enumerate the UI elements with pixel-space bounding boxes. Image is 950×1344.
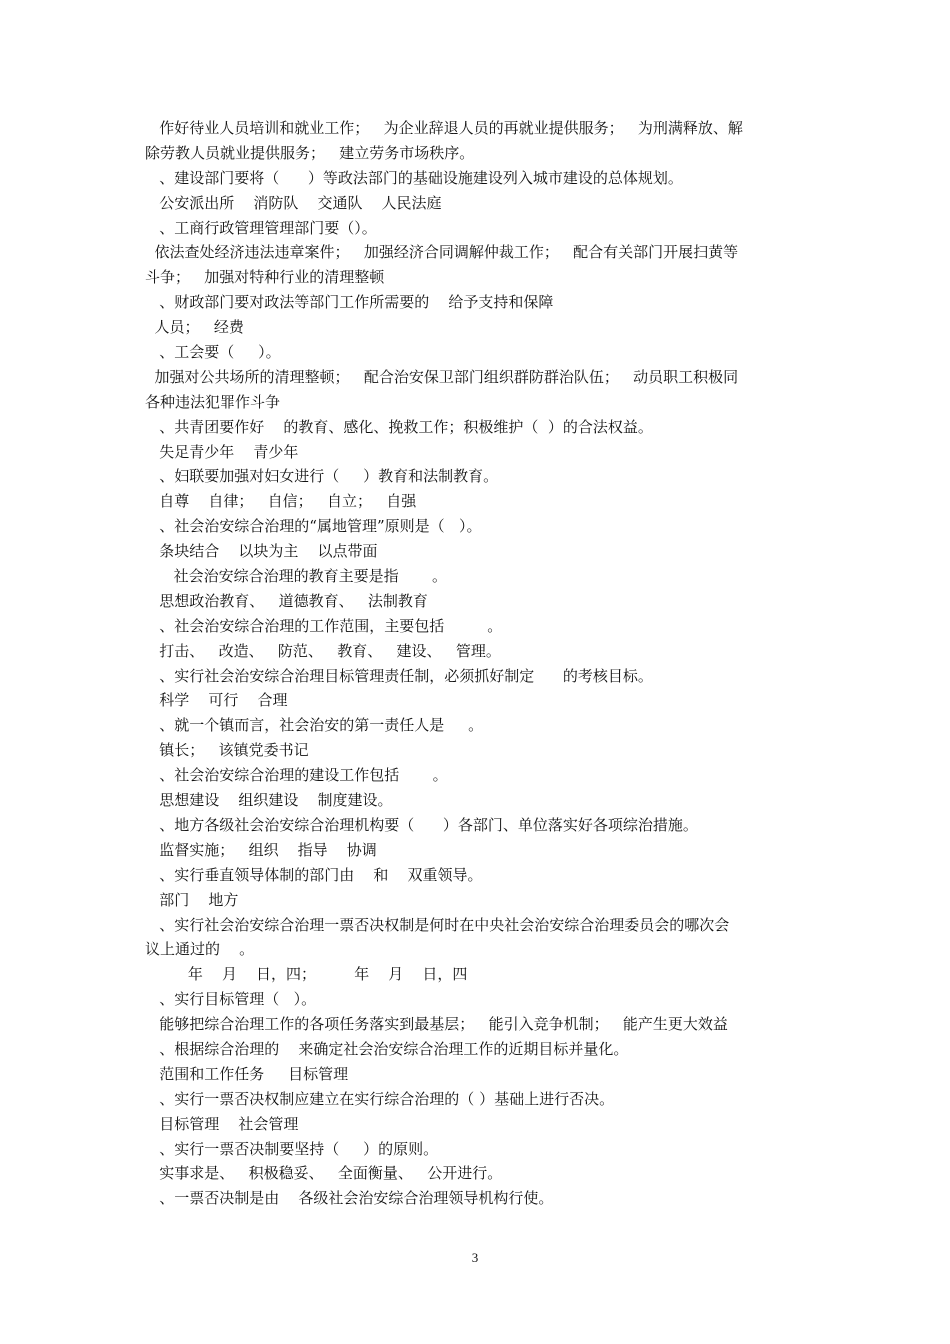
- text-line: 、就一个镇而言，社会治安的第一责任人是 。: [145, 716, 484, 735]
- text-line: 人员； 经费: [145, 318, 244, 337]
- text-line: 、一票否决制是由 各级社会治安综合治理领导机构行使。: [145, 1189, 554, 1208]
- text-line: 、根据综合治理的 来确定社会治安综合治理工作的近期目标并量化。: [145, 1039, 629, 1058]
- text-line: 思想建设 组织建设 制度建设。: [145, 791, 393, 810]
- text-line: 、工商行政管理管理部门要（）。: [145, 218, 377, 237]
- text-line: 加强对公共场所的清理整顿； 配合治安保卫部门组织群防群治队伍； 动员职工积极同: [145, 367, 739, 386]
- text-line: 、地方各级社会治安综合治理机构要（ ）各部门、单位落实好各项综治措施。: [145, 815, 698, 834]
- text-line: 作好待业人员培训和就业工作； 为企业辞退人员的再就业提供服务； 为刑满释放、解: [145, 119, 743, 137]
- text-line: 镇长； 该镇党委书记: [145, 741, 309, 760]
- text-line: 、实行社会治安综合治理目标管理责任制，必须抓好制定 的考核目标。: [145, 666, 653, 685]
- text-line: 思想政治教育、 道德教育、 法制教育: [145, 591, 428, 610]
- text-line: 、实行目标管理（ ）。: [145, 990, 317, 1009]
- text-line: 年 月 日，四； 年 月 日，四: [145, 965, 468, 984]
- text-line: 各种违法犯罪作斗争: [145, 392, 281, 411]
- text-line: 、工会要（ ）。: [145, 343, 281, 362]
- text-line: 监督实施； 组织 指导 协调: [145, 840, 377, 859]
- text-line: 、共青团要作好 的教育、感化、挽救工作；积极维护（ ）的合法权益。: [145, 417, 653, 436]
- text-line: 能够把综合治理工作的各项任务落实到最基层； 能引入竞争机制； 能产生更大效益: [145, 1015, 728, 1034]
- text-line: 自尊 自律； 自信； 自立； 自强: [145, 492, 417, 511]
- document-body: [145, 116, 813, 1211]
- text-line: 范围和工作任务 目标管理: [145, 1064, 349, 1083]
- text-line: 社会治安综合治理的教育主要是指 。: [145, 567, 447, 586]
- page-number: 3: [471, 1250, 479, 1265]
- text-line: 、财政部门要对政法等部门工作所需要的 给予支持和保障: [145, 293, 554, 312]
- text-line: 、社会治安综合治理的建设工作包括 。: [145, 766, 448, 785]
- text-line: 公安派出所 消防队 交通队 人民法庭: [145, 193, 442, 212]
- text-line: 条块结合 以块为主 以点带面: [145, 542, 378, 561]
- text-line: 目标管理 社会管理: [145, 1114, 299, 1133]
- text-line: 实事求是、 积极稳妥、 全面衡量、 公开进行。: [145, 1164, 503, 1183]
- text-line: 除劳教人员就业提供服务； 建立劳务市场秩序。: [145, 143, 475, 162]
- text-line: 部门 地方: [145, 890, 239, 909]
- text-line: 科学 可行 合理: [145, 691, 288, 710]
- text-line: 、妇联要加强对妇女进行（ ）教育和法制教育。: [145, 467, 499, 486]
- text-line: 、实行垂直领导体制的部门由 和 双重领导。: [145, 865, 483, 884]
- text-line: 、实行一票否决制要坚持（ ）的原则。: [145, 1139, 439, 1158]
- text-line: 失足青少年 青少年: [145, 442, 299, 461]
- text-line: 打击、 改造、 防范、 教育、 建设、 管理。: [145, 641, 501, 660]
- text-line: 、实行一票否决权制应建立在实行综合治理的（ ）基础上进行否决。: [145, 1089, 615, 1108]
- text-line: 议上通过的 。: [145, 940, 255, 959]
- text-line: 斗争； 加强对特种行业的清理整顿: [145, 268, 385, 287]
- text-line: 、实行社会治安综合治理一票否决权制是何时在中央社会治安综合治理委员会的哪次会: [145, 915, 730, 934]
- text-line: 依法查处经济违法违章案件； 加强经济合同调解仲裁工作； 配合有关部门开展扫黄等: [145, 243, 739, 262]
- text-line: 、社会治安综合治理的“属地管理”原则是（ ）。: [145, 517, 482, 536]
- text-line: 、社会治安综合治理的工作范围，主要包括 。: [145, 616, 503, 635]
- text-line: 、建设部门要将（ ）等政法部门的基础设施建设列入城市建设的总体规划。: [145, 168, 683, 187]
